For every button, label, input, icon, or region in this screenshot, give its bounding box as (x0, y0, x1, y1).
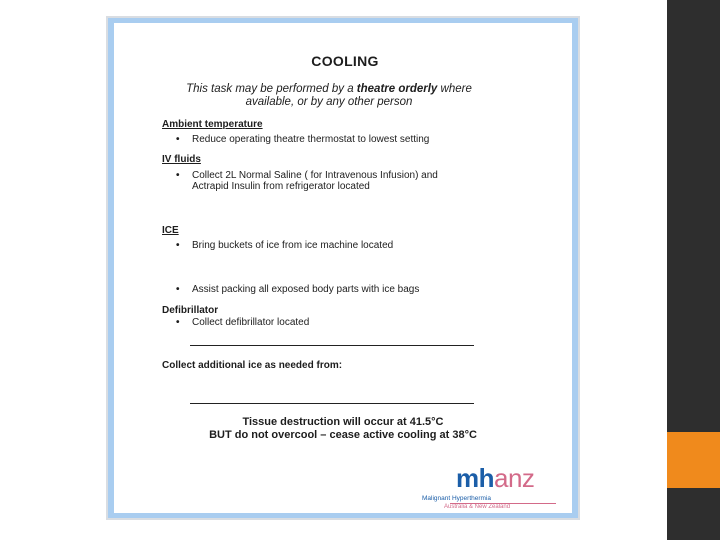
document-page (114, 23, 572, 513)
blank-line-defibrillator (190, 345, 474, 346)
slide-accent-block (667, 432, 720, 488)
bullet-dot: • (176, 134, 180, 145)
blank-line-ice-location (190, 403, 474, 404)
bullet-text: Collect defibrillator located (192, 317, 310, 328)
logo-subtitle: Malignant Hyperthermia (422, 495, 492, 502)
heading-iv-fluids: IV fluids (162, 154, 201, 165)
intro-pre: This task may be performed by a (186, 83, 357, 95)
warning-line-2: BUT do not overcool – cease active cooling at 38°C (209, 429, 477, 441)
document-frame (108, 18, 578, 518)
bullet-text: Collect 2L Normal Saline ( for Intravenous Infusion) and (192, 170, 438, 181)
warning-line-1: Tissue destruction will occur at 41.5°C (242, 416, 444, 428)
bullet-text: Bring buckets of ice from ice machine located (192, 240, 394, 251)
collect-ice-label: Collect additional ice as needed from: (162, 360, 343, 371)
mhanz-logo (422, 463, 562, 513)
intro-text (164, 83, 494, 109)
heading-ice: ICE (162, 225, 179, 236)
heading-ambient-temperature: Ambient temperature (162, 119, 263, 130)
logo-mh: mh (456, 463, 494, 493)
bullet-text: Actrapid Insulin from refrigerator located (192, 181, 370, 192)
intro-bold: theatre orderly (356, 83, 438, 95)
page-title: COOLING (311, 53, 379, 69)
heading-defibrillator: Defibrillator (162, 305, 219, 316)
bullet-text: Assist packing all exposed body parts with ice bags (192, 284, 420, 295)
logo-anz: anz (494, 463, 535, 493)
bullet-text: Reduce operating theatre thermostat to lowest setting (192, 134, 430, 145)
bullet-dot: • (176, 284, 180, 295)
intro-post: where available, or by any other person (245, 83, 472, 108)
logo-wordmark (456, 463, 534, 494)
bullet-dot: • (176, 240, 180, 251)
logo-region: Australia & New Zealand (444, 504, 511, 510)
bullet-dot: • (176, 317, 180, 328)
bullet-dot: • (176, 170, 180, 181)
